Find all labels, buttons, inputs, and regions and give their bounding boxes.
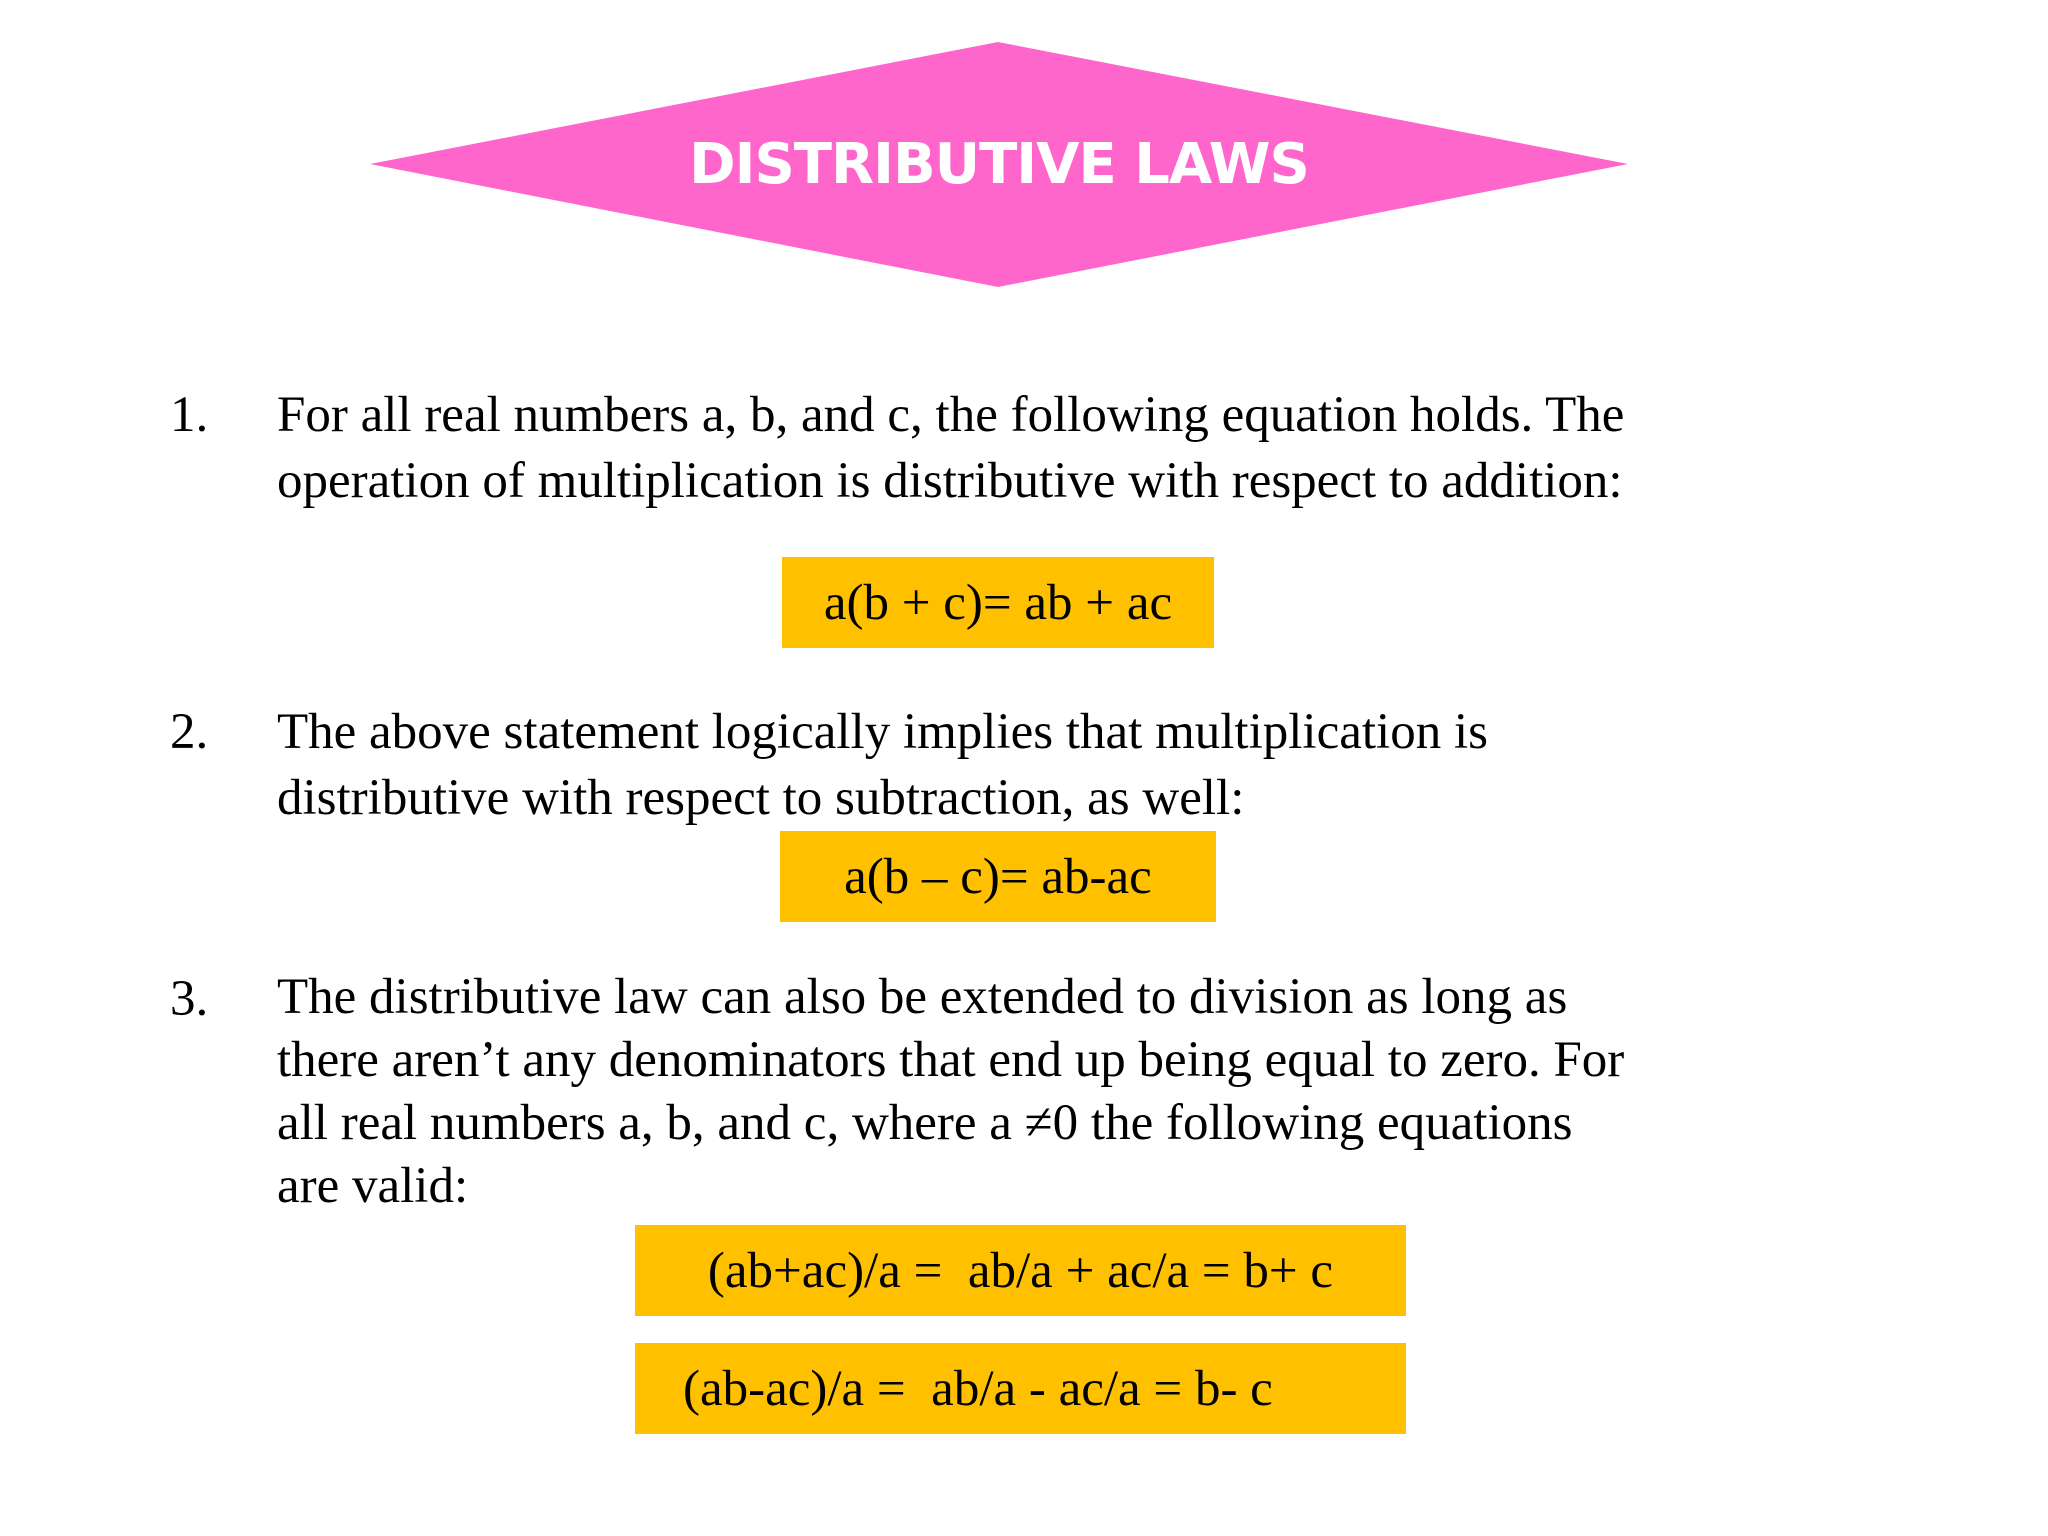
title-banner — [370, 42, 1628, 287]
list-item-text: For all real numbers a, b, and c, the following equation holds. The operation of multiplication is distributive with respect to addition: — [277, 387, 1625, 509]
equation-box-1: a(b + c)= ab + ac — [782, 557, 1214, 648]
equation-box-2: a(b – c)= ab-ac — [780, 831, 1216, 922]
page-title: DISTRIBUTIVE LAWS — [689, 132, 1309, 197]
list-item-text: The distributive law can also be extended to division as long as there aren’t any denominators that end up being equal to zero. For all real numbers a, b, and c, where a ≠0 the following equations are valid: — [277, 969, 1625, 1214]
list-number: 3. — [170, 971, 209, 1027]
equation-box-4: (ab-ac)/a = ab/a - ac/a = b- c — [635, 1343, 1406, 1434]
list-number: 1. — [170, 387, 209, 443]
equation-box-3: (ab+ac)/a = ab/a + ac/a = b+ c — [635, 1225, 1406, 1316]
list-number: 2. — [170, 704, 209, 760]
list-item-text: The above statement logically implies that multiplication is distributive with respect to subtraction, as well: — [277, 704, 1488, 826]
